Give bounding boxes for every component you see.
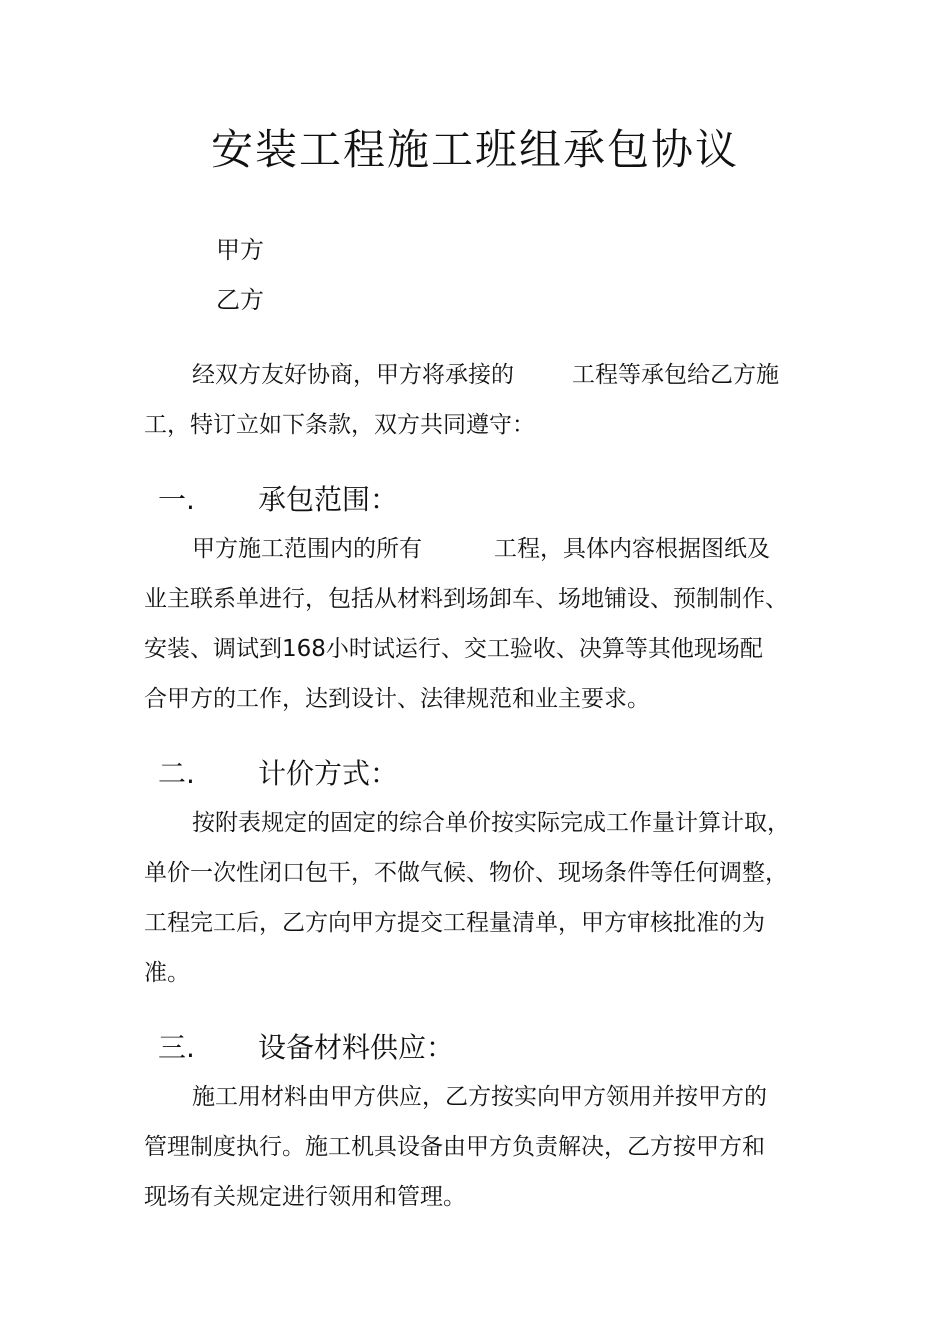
section-line: 管理制度执行。施工机具设备由甲方负责解决，乙方按甲方和 — [144, 1134, 765, 1160]
section-1-body — [144, 524, 804, 724]
section-line — [144, 524, 804, 574]
section-3-heading — [158, 1030, 454, 1066]
section-line: 业主联系单进行，包括从材料到场卸车、场地铺设、预制制作、 — [144, 586, 788, 612]
section-number: 二. — [158, 757, 195, 790]
section-title: 计价方式： — [258, 757, 399, 790]
section-line: 合甲方的工作，达到设计、法律规范和业主要求。 — [144, 686, 650, 712]
section-title: 承包范围： — [258, 483, 399, 516]
section-title: 设备材料供应： — [258, 1031, 455, 1064]
section-line: 工程完工后，乙方向甲方提交工程量清单，甲方审核批准的为 — [144, 910, 765, 936]
section-line: 准。 — [144, 960, 190, 986]
section-1-heading — [158, 482, 398, 518]
intro-line-2: 工，特订立如下条款，双方共同遵守： — [144, 412, 535, 438]
section-line: 施工用材料由甲方供应，乙方按实向甲方领用并按甲方的 — [192, 1084, 767, 1110]
intro-text-b: 工程等承包给乙方施 — [572, 362, 779, 388]
intro-paragraph — [144, 350, 804, 450]
section-2-body — [144, 798, 804, 998]
party-b-label: 乙方 — [216, 286, 264, 314]
section-text: 甲方施工范围内的所有 — [192, 536, 422, 562]
section-line: 单价一次性闭口包干，不做气候、物价、现场条件等任何调整， — [144, 860, 788, 886]
section-line: 现场有关规定进行领用和管理。 — [144, 1184, 466, 1210]
section-line: 安装、调试到168小时试运行、交工验收、决算等其他现场配 — [144, 636, 763, 662]
party-a-label: 甲方 — [216, 236, 264, 264]
intro-line-1 — [144, 350, 804, 400]
section-number: 三. — [158, 1031, 195, 1064]
intro-text-a: 经双方友好协商，甲方将承接的 — [192, 362, 514, 388]
document-title: 安装工程施工班组承包协议 — [210, 125, 739, 174]
section-number: 一. — [158, 483, 195, 516]
section-3-body — [144, 1072, 804, 1222]
section-text: 工程，具体内容根据图纸及 — [494, 536, 770, 562]
section-2-heading — [158, 756, 398, 792]
section-line: 按附表规定的固定的综合单价按实际完成工作量计算计取， — [192, 810, 790, 836]
